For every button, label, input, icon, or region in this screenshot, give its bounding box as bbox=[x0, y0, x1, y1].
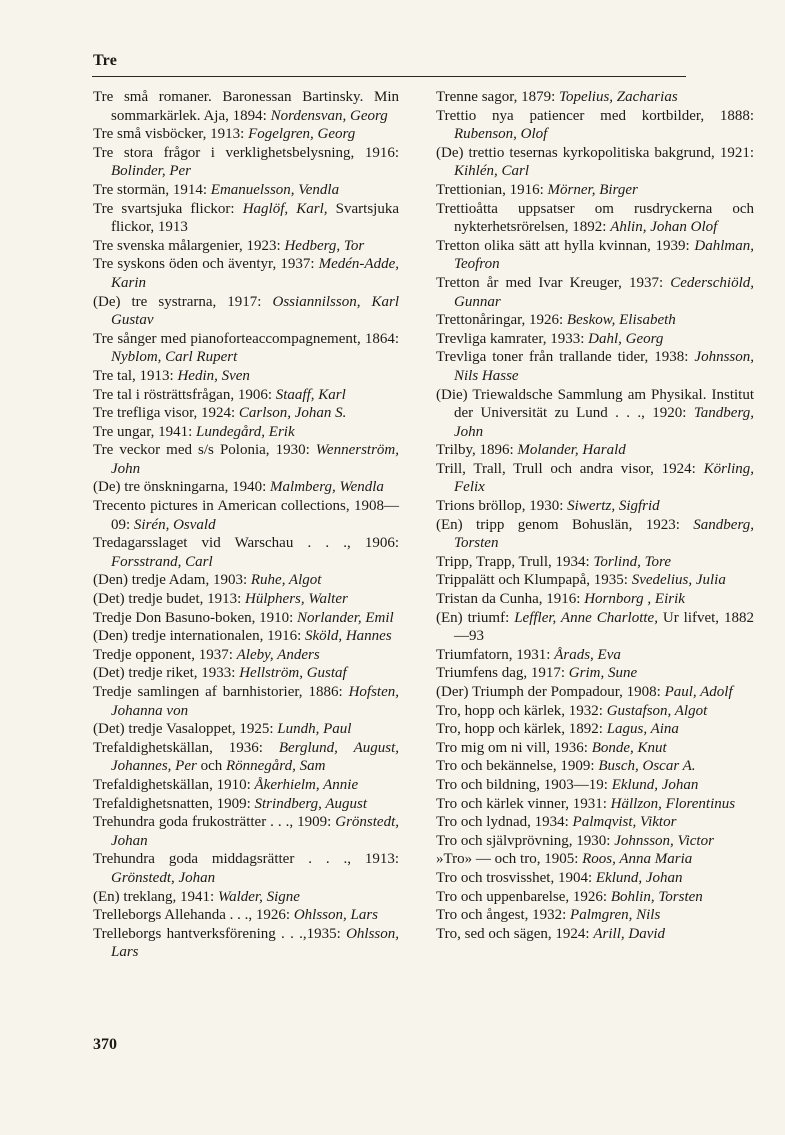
entry-author: Lagus, Aina bbox=[606, 721, 679, 738]
entry-title: Tro och kärlek vinner, 1931: bbox=[436, 795, 611, 812]
entry-title: Tretton olika sätt att hylla kvinnan, 1939: bbox=[436, 237, 695, 254]
entry-author: Palmqvist, Viktor bbox=[572, 814, 677, 831]
entry-title: Trippalätt och Klumpapå, 1935: bbox=[436, 572, 632, 589]
index-entry bbox=[436, 571, 754, 590]
entry-author: Tandberg, John bbox=[454, 405, 754, 440]
entry-title: Trettio nya patiencer med kortbilder, 1888: bbox=[436, 107, 754, 124]
index-entry bbox=[93, 330, 399, 367]
entry-title: Trions bröllop, 1930: bbox=[436, 498, 568, 515]
entry-author: Strindberg, August bbox=[254, 795, 368, 812]
entry-title: Tre svenska målargenier, 1923: bbox=[93, 237, 285, 254]
entry-title: (En) treklang, 1941: bbox=[93, 888, 218, 905]
entry-author: Roos, Anna Maria bbox=[582, 851, 693, 868]
entry-author: Nyblom, Carl Rupert bbox=[111, 349, 238, 366]
entry-author: Aleby, Anders bbox=[236, 646, 320, 663]
entry-author: Haglöf, Karl, bbox=[242, 200, 328, 217]
entry-title: Tre syskons öden och äventyr, 1937: bbox=[93, 256, 319, 273]
entry-title: Trevliga kamrater, 1933: bbox=[436, 330, 589, 347]
entry-title: Tro och bekännelse, 1909: bbox=[436, 758, 599, 775]
index-entry bbox=[93, 478, 399, 497]
entry-author: Lundh, Paul bbox=[277, 721, 352, 738]
entry-title: Trelleborgs Allehanda . . ., 1926: bbox=[93, 907, 294, 924]
index-entry bbox=[93, 646, 399, 665]
index-entry bbox=[436, 386, 754, 442]
entry-author: Ruhe, Algot bbox=[250, 572, 322, 589]
entry-author: Kihlén, Carl bbox=[454, 163, 530, 180]
entry-author: Medén-Adde, Karin bbox=[111, 256, 399, 291]
index-entry bbox=[436, 181, 754, 200]
index-entry bbox=[93, 125, 399, 144]
index-entry bbox=[436, 664, 754, 683]
entry-title: (De) tre önskningarna, 1940: bbox=[93, 479, 271, 496]
entry-author: Bohlin, Torsten bbox=[610, 888, 703, 905]
entry-author: Torlind, Tore bbox=[593, 553, 671, 570]
index-entry bbox=[436, 646, 754, 665]
index-entry bbox=[436, 348, 754, 385]
entry-title: Tre stora frågor i verklighetsbelysning, 1916: bbox=[93, 144, 399, 161]
entry-author: Emanuelsson, Vendla bbox=[210, 181, 340, 198]
index-entry bbox=[93, 200, 399, 237]
index-entry bbox=[93, 906, 399, 925]
entry-author: Hofsten, Johanna von bbox=[111, 684, 399, 719]
index-entry bbox=[93, 144, 399, 181]
index-entry bbox=[93, 367, 399, 386]
entry-title: Tre sånger med pianoforteaccompagnement, 1864: bbox=[93, 330, 399, 347]
entry-title: (De) trettio tesernas kyrkopolitiska bakgrund, 1921: bbox=[436, 144, 754, 161]
index-entry bbox=[436, 757, 754, 776]
index-entry bbox=[93, 813, 399, 850]
entry-author: Molander, Harald bbox=[517, 442, 626, 459]
entry-author: Dahlman, Teofron bbox=[454, 237, 754, 273]
entry-title: Tredje Don Basuno-boken, 1910: bbox=[93, 609, 298, 626]
index-entry bbox=[93, 237, 399, 256]
index-entry bbox=[436, 702, 754, 721]
index-entry bbox=[93, 590, 399, 609]
entry-author: Siwertz, Sigfrid bbox=[567, 498, 660, 515]
entry-author: Grim, Sune bbox=[568, 665, 638, 682]
entry-author: Palmgren, Nils bbox=[570, 907, 661, 924]
entry-title: Tre veckor med s/s Polonia, 1930: bbox=[93, 442, 316, 459]
entry-title: Tro och lydnad, 1934: bbox=[436, 814, 573, 831]
entry-title: Tripp, Trapp, Trull, 1934: bbox=[436, 553, 594, 570]
entry-author: Busch, Oscar A. bbox=[598, 758, 696, 775]
entry-title: Trelleborgs hantverksförening . . .,1935: bbox=[93, 925, 347, 942]
entry-author: Fogelgren, Georg bbox=[248, 126, 356, 143]
entry-author: Staaff, Karl bbox=[275, 386, 346, 403]
entry-author: Grönstedt, Johan bbox=[111, 869, 216, 886]
entry-title: Tredagarsslaget vid Warschau . . ., 1906: bbox=[93, 535, 399, 552]
entry-title: Tro, hopp och kärlek, 1892: bbox=[436, 721, 607, 738]
entry-title: (Det) tredje riket, 1933: bbox=[93, 665, 240, 682]
entry-author: Gustafson, Algot bbox=[606, 702, 708, 719]
entry-author: Grönstedt, Johan bbox=[111, 814, 399, 849]
entry-author: Rönnegård, Sam bbox=[225, 758, 326, 775]
entry-title: »Tro» — och tro, 1905: bbox=[436, 851, 583, 868]
entry-title: Tro och ångest, 1932: bbox=[436, 907, 571, 924]
entry-title: Trehundra goda frukosträtter . . ., 1909: bbox=[93, 814, 336, 831]
index-entry bbox=[93, 441, 399, 478]
index-entry bbox=[93, 925, 399, 962]
index-entry bbox=[93, 181, 399, 200]
entry-title: (En) triumf: bbox=[436, 609, 515, 626]
entry-title: Trettioåtta uppsatser om rusdryckerna och nykterhetsrörelsen, 1892: bbox=[436, 200, 754, 236]
index-entry bbox=[436, 850, 754, 869]
entry-author: Ahlin, Johan Olof bbox=[610, 219, 718, 236]
entry-title: Trefaldighetskällan, 1936: bbox=[93, 739, 279, 756]
entry-author: Wennerström, John bbox=[111, 442, 399, 477]
index-entry bbox=[436, 888, 754, 907]
entry-title: Tro mig om ni vill, 1936: bbox=[436, 739, 592, 756]
page-number: 370 bbox=[93, 1036, 117, 1053]
entry-author: Nordensvan, Georg bbox=[270, 107, 388, 124]
entry-author: Malmberg, Wendla bbox=[270, 479, 384, 496]
entry-author: Dahl, Georg bbox=[588, 330, 664, 347]
entry-author: Lundegård, Erik bbox=[196, 423, 295, 440]
entry-title: (Den) tredje Adam, 1903: bbox=[93, 572, 251, 589]
index-entry bbox=[436, 869, 754, 888]
entry-title: Tro och självprövning, 1930: bbox=[436, 832, 615, 849]
entry-title: Tre små romaner. Baronessan Bartinsky. Min sommarkärlek. Aja, 1894: bbox=[93, 89, 399, 124]
entry-title: Tristan da Cunha, 1916: bbox=[436, 591, 585, 608]
entry-author: Forsstrand, Carl bbox=[111, 553, 213, 570]
header-rule bbox=[92, 76, 686, 77]
entry-title: Trettionian, 1916: bbox=[436, 181, 548, 198]
entry-title: Tredje opponent, 1937: bbox=[93, 646, 237, 663]
index-entry bbox=[93, 255, 399, 292]
entry-author: Sirén, Osvald bbox=[133, 516, 216, 533]
entry-title: Trettonåringar, 1926: bbox=[436, 312, 567, 329]
entry-author: Årads, Eva bbox=[554, 646, 621, 663]
entry-author: Paul, Adolf bbox=[664, 684, 733, 700]
entry-author: Hornborg , Eirik bbox=[584, 591, 685, 608]
entry-title: Trilby, 1896: bbox=[436, 442, 518, 459]
index-entry bbox=[436, 739, 754, 758]
index-entry bbox=[93, 609, 399, 628]
entry-title: Tre trefliga visor, 1924: bbox=[93, 405, 239, 422]
index-entry bbox=[436, 330, 754, 349]
entry-title: (En) tripp genom Bohuslän, 1923: bbox=[436, 516, 694, 533]
index-entry bbox=[436, 88, 754, 107]
entry-title: Ur lifvet, 1882—93 bbox=[454, 609, 754, 645]
index-entry bbox=[93, 627, 399, 646]
entry-author: Sköld, Hannes bbox=[305, 628, 392, 645]
index-entry bbox=[93, 386, 399, 405]
index-entry bbox=[93, 497, 399, 534]
index-entry bbox=[436, 516, 754, 553]
index-entry bbox=[436, 274, 754, 311]
entry-title: Tro och trosvisshet, 1904: bbox=[436, 869, 596, 886]
entry-title: (Det) tredje Vasaloppet, 1925: bbox=[93, 721, 278, 738]
index-entry bbox=[436, 925, 754, 944]
entry-title: Tro, hopp och kärlek, 1932: bbox=[436, 702, 607, 719]
right-column bbox=[436, 88, 754, 943]
index-entry bbox=[93, 720, 399, 739]
index-entry bbox=[436, 609, 754, 646]
entry-author: Walder, Signe bbox=[217, 888, 300, 905]
entry-title: (Det) tredje budet, 1913: bbox=[93, 591, 246, 608]
entry-title: (Die) Triewaldsche Sammlung am Physikal. Institut der Universität zu Lund . . ., 1920: bbox=[436, 386, 754, 422]
index-entry bbox=[436, 311, 754, 330]
index-entry bbox=[93, 571, 399, 590]
index-entry bbox=[436, 200, 754, 237]
entry-author: Topelius, Zacharias bbox=[559, 89, 678, 105]
entry-author: Mörner, Birger bbox=[547, 181, 638, 198]
index-entry bbox=[436, 441, 754, 460]
entry-author: Hellström, Gustaf bbox=[239, 665, 347, 682]
entry-title: Tredje samlingen af barnhistorier, 1886: bbox=[93, 684, 349, 700]
entry-author: Hedberg, Tor bbox=[284, 237, 365, 254]
index-entry bbox=[436, 720, 754, 739]
index-entry bbox=[93, 423, 399, 442]
entry-title: Triumfatorn, 1931: bbox=[436, 646, 555, 663]
entry-author: Hülphers, Walter bbox=[245, 591, 348, 608]
entry-author: Svedelius, Julia bbox=[631, 572, 726, 589]
entry-title: (De) tre systrarna, 1917: bbox=[93, 293, 273, 310]
entry-title: (Der) Triumph der Pompadour, 1908: bbox=[436, 684, 665, 700]
entry-title: Trenne sagor, 1879: bbox=[436, 89, 560, 105]
entry-author: Arill, David bbox=[593, 925, 666, 942]
left-column bbox=[93, 88, 399, 962]
entry-author: Hällzon, Florentinus bbox=[610, 795, 736, 812]
index-entry bbox=[436, 776, 754, 795]
entry-title: Svartsjuka flickor, 1913 bbox=[111, 200, 400, 236]
entry-title: Trevliga toner från trallande tider, 1938: bbox=[436, 349, 695, 366]
entry-author: Beskow, Elisabeth bbox=[566, 312, 676, 329]
entry-author: Eklund, Johan bbox=[595, 869, 683, 886]
entry-title: Trefaldighetsnatten, 1909: bbox=[93, 795, 255, 812]
entry-author: Carlson, Johan S. bbox=[238, 405, 347, 422]
entry-author: Åkerhielm, Annie bbox=[254, 776, 359, 793]
index-entry bbox=[436, 832, 754, 851]
entry-author: Berglund, August, Johannes, Per bbox=[111, 739, 399, 775]
entry-author: Bolinder, Per bbox=[111, 163, 191, 180]
entry-title: Tre tal, 1913: bbox=[93, 367, 178, 384]
index-entry bbox=[93, 88, 399, 125]
entry-author: Sandberg, Torsten bbox=[454, 516, 754, 552]
index-entry bbox=[93, 795, 399, 814]
entry-title: (Den) tredje internationalen, 1916: bbox=[93, 628, 306, 645]
entry-title: Tro och uppenbarelse, 1926: bbox=[436, 888, 611, 905]
index-entry bbox=[436, 813, 754, 832]
entry-author: Rubenson, Olof bbox=[454, 126, 548, 143]
entry-title: Tre ungar, 1941: bbox=[93, 423, 197, 440]
index-entry bbox=[436, 553, 754, 572]
index-entry bbox=[436, 683, 754, 702]
index-entry bbox=[93, 850, 399, 887]
running-head: Tre bbox=[93, 52, 117, 69]
index-entry bbox=[93, 293, 399, 330]
entry-title: Tre svartsjuka flickor: bbox=[93, 200, 243, 217]
index-entry bbox=[436, 107, 754, 144]
index-entry bbox=[436, 906, 754, 925]
entry-author: Hedin, Sven bbox=[177, 367, 250, 384]
index-entry bbox=[436, 795, 754, 814]
entry-title: Tre stormän, 1914: bbox=[93, 181, 211, 198]
index-entry bbox=[436, 237, 754, 274]
entry-title: Trill, Trall, Trull och andra visor, 1924: bbox=[436, 460, 704, 477]
entry-title: Trecento pictures in American collections, 1908—09: bbox=[93, 498, 399, 533]
entry-author: Ossiannilsson, Karl Gustav bbox=[111, 293, 399, 329]
entry-author: Bonde, Knut bbox=[591, 739, 667, 756]
entry-title: Tre små visböcker, 1913: bbox=[93, 126, 249, 143]
index-entry bbox=[436, 144, 754, 181]
entry-title: Tre tal i rösträttsfrågan, 1906: bbox=[93, 386, 276, 403]
entry-author: Norlander, Emil bbox=[297, 609, 394, 626]
entry-author: Johnsson, Victor bbox=[614, 832, 714, 849]
entry-author: Johnsson, Nils Hasse bbox=[454, 349, 754, 384]
index-entry bbox=[436, 590, 754, 609]
entry-title: och bbox=[196, 758, 226, 775]
entry-author: Ohlsson, Lars bbox=[293, 907, 379, 924]
index-entry bbox=[93, 739, 399, 776]
entry-title: Trehundra goda middagsrätter . . ., 1913: bbox=[93, 851, 399, 868]
index-entry bbox=[93, 683, 399, 720]
entry-author: Eklund, Johan bbox=[611, 776, 699, 793]
index-entry bbox=[436, 497, 754, 516]
entry-author: Körling, Felix bbox=[454, 460, 754, 496]
index-entry bbox=[93, 776, 399, 795]
entry-author: Cederschiöld, Gunnar bbox=[454, 274, 754, 310]
index-entry bbox=[436, 460, 754, 497]
entry-title: Triumfens dag, 1917: bbox=[436, 665, 569, 682]
index-entry bbox=[93, 664, 399, 683]
index-entry bbox=[93, 534, 399, 571]
index-entry bbox=[93, 404, 399, 423]
entry-author: Leffler, Anne Charlotte, bbox=[514, 609, 658, 626]
index-entry bbox=[93, 888, 399, 907]
entry-title: Tretton år med Ivar Kreuger, 1937: bbox=[436, 274, 671, 291]
entry-title: Trefaldighetskällan, 1910: bbox=[93, 776, 255, 793]
entry-title: Tro och bildning, 1903—19: bbox=[436, 776, 612, 793]
entry-author: Ohlsson, Lars bbox=[111, 925, 399, 961]
entry-title: Tro, sed och sägen, 1924: bbox=[436, 925, 594, 942]
